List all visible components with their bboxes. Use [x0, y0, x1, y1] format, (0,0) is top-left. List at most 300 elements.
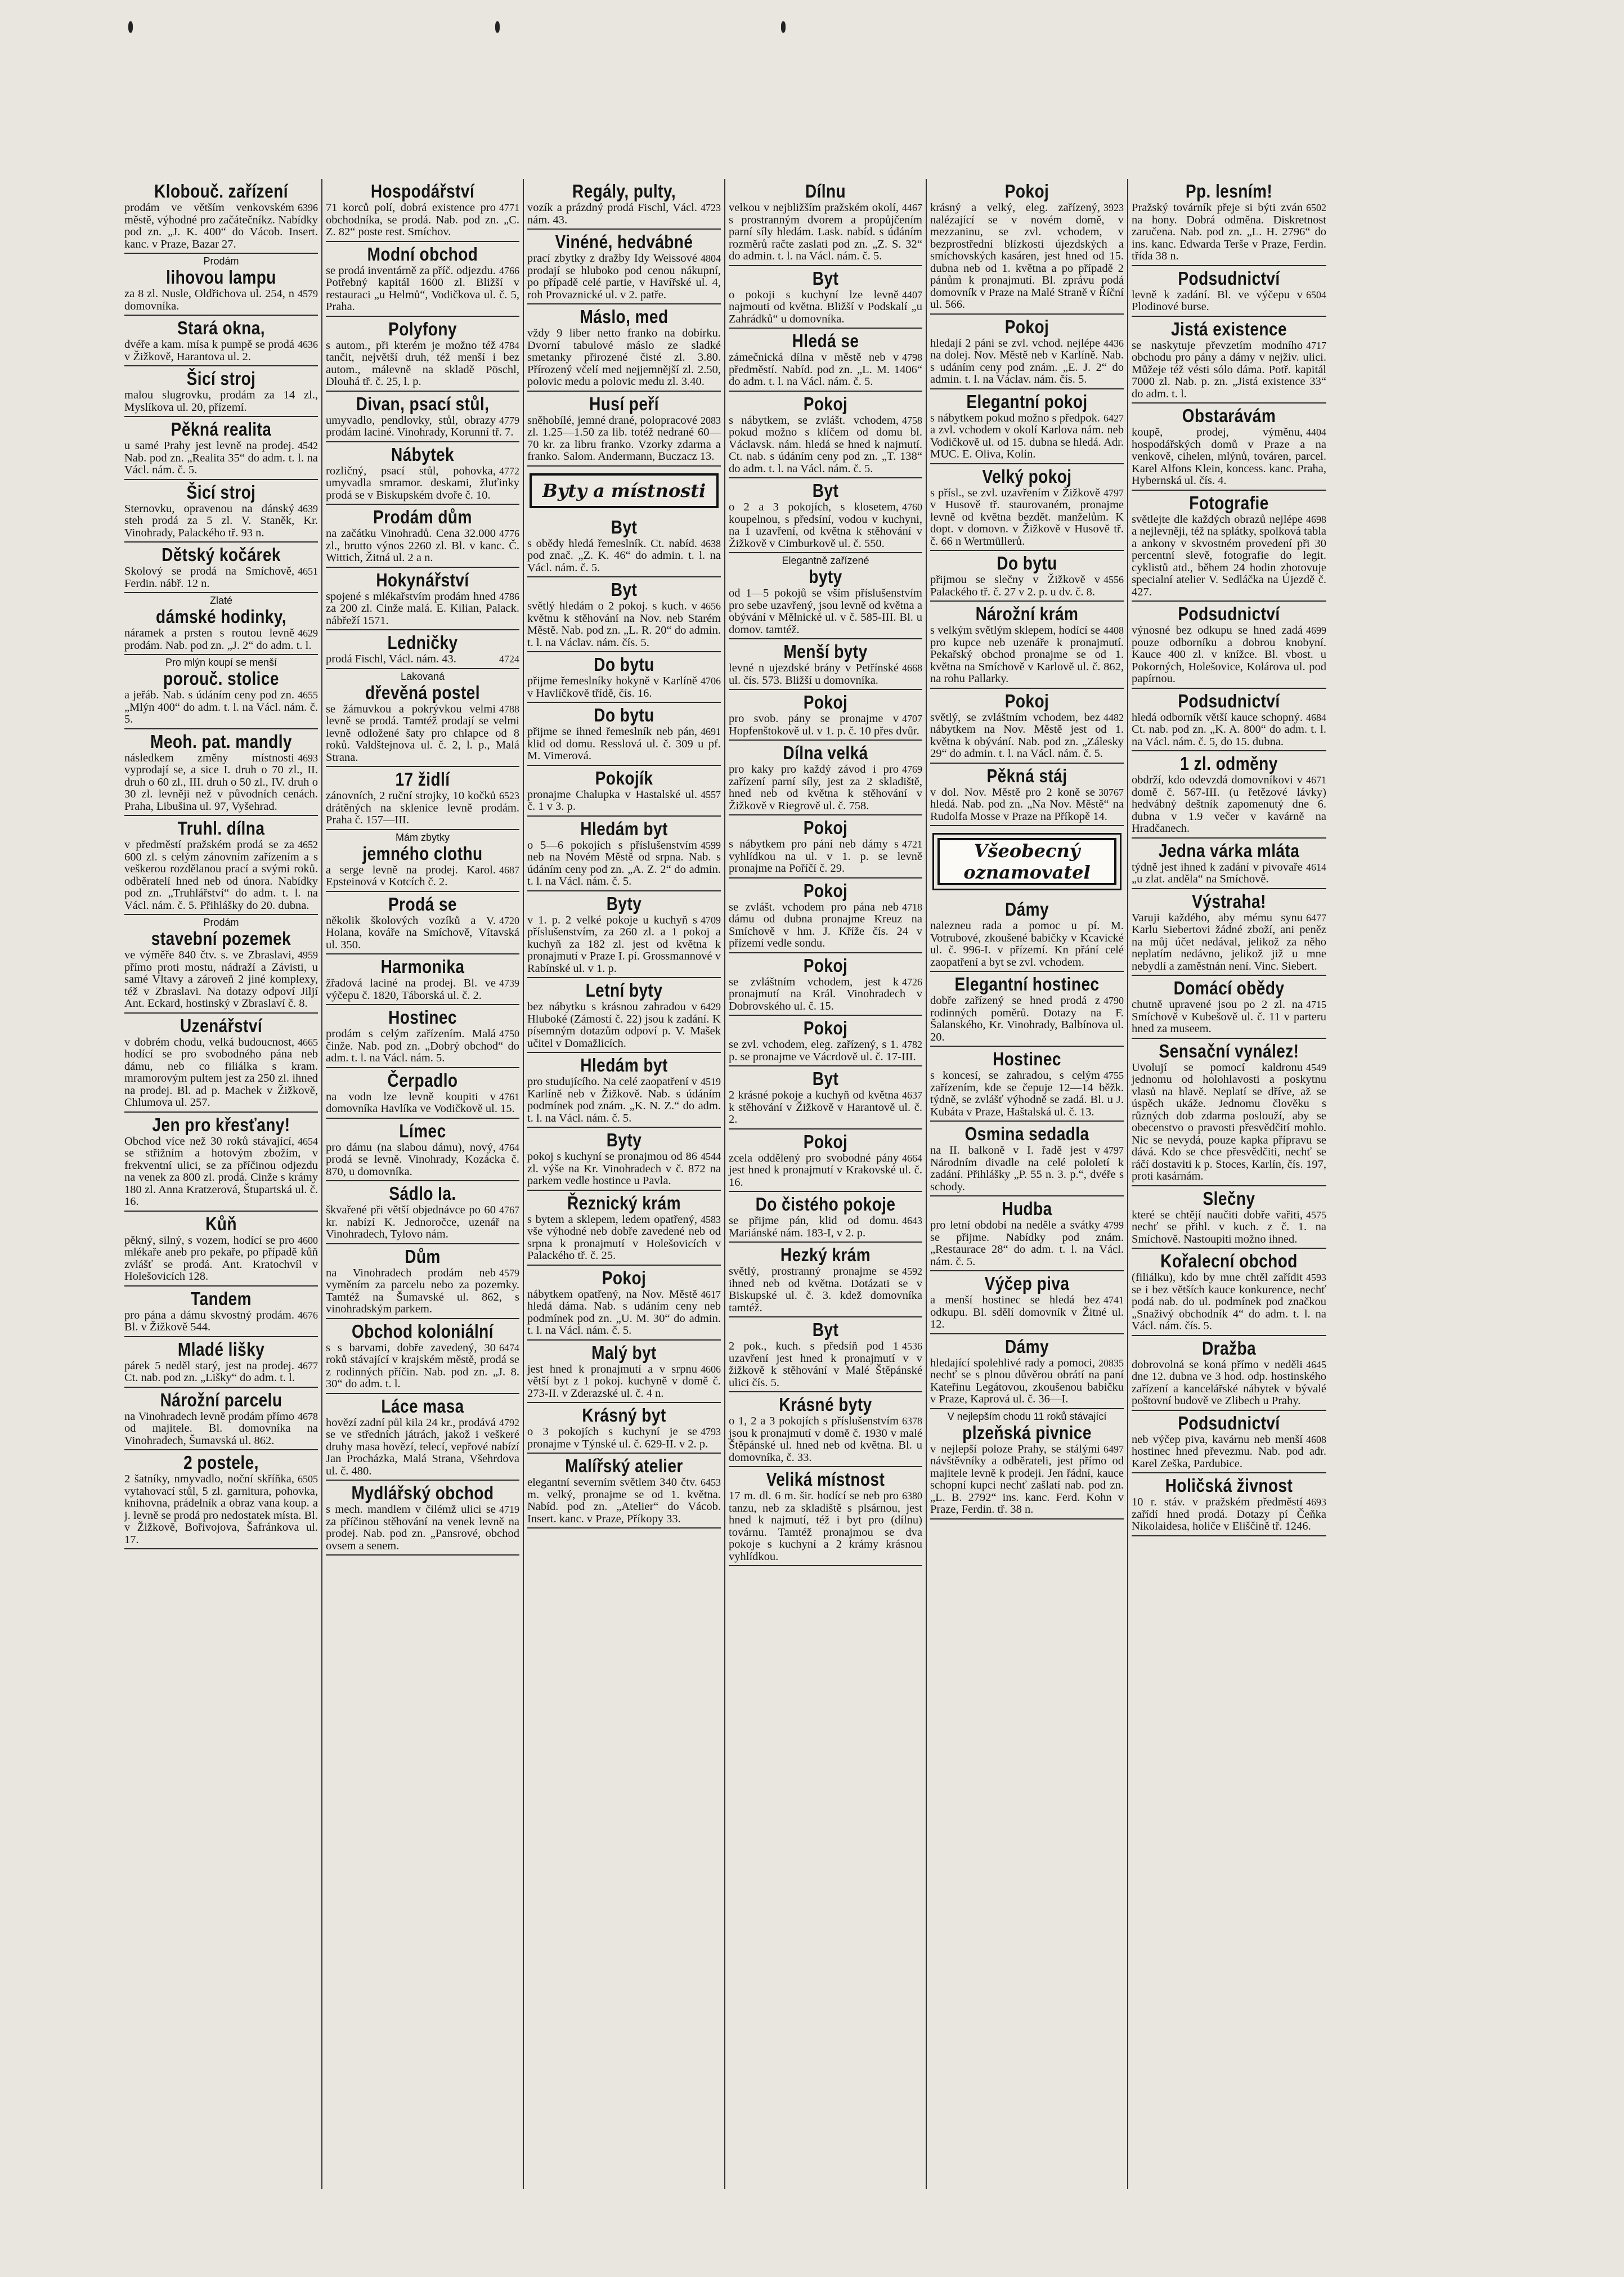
- classified-ad: [124, 254, 318, 316]
- classified-ad: [326, 1394, 519, 1481]
- ad-headline: Obstarávám: [1182, 405, 1276, 426]
- ad-body: [527, 538, 721, 575]
- classified-ad: [326, 1119, 519, 1182]
- ad-headline: Dílna velká: [783, 742, 868, 763]
- classified-ad: [1132, 1249, 1326, 1336]
- section-heading-box: Byty a místnosti: [530, 473, 719, 508]
- ad-body: [124, 1310, 318, 1334]
- ad-body: [1132, 862, 1326, 886]
- ad-body: [729, 588, 922, 636]
- ad-body: [930, 574, 1124, 598]
- ad-body: [1132, 712, 1326, 748]
- classified-ad: [527, 1191, 721, 1266]
- ad-body: [1132, 427, 1326, 487]
- ad-text: přijme se ihned řemeslník neb pán, klid od domu. Resslová ul. č. 309 u pf. M. Vimerová.: [527, 725, 721, 762]
- ad-body: [1132, 1359, 1326, 1408]
- classified-ad: [527, 766, 721, 817]
- classified-ad: [326, 568, 519, 631]
- ad-text: se zvl. vchodem, eleg. zařízený, s 1. p. se pronajme ve Vácrdově ul. č. 17-III.: [729, 1038, 916, 1063]
- ad-headline: 1 zl. odměny: [1180, 753, 1278, 774]
- ad-text: hledají 2 páni se zvl. vchod. nejlépe na dolej. Nov. Městě neb v Karlíně. Nab. s udáním ceny pod znám. „E. J. 2“ do admin. t. l. na Václav. nám. čís. 5.: [930, 337, 1124, 386]
- ad-body: [729, 1266, 922, 1314]
- ad-headline: Pokoj: [803, 393, 848, 414]
- ad-headline: Kůň: [205, 1213, 237, 1234]
- ad-headline: Prodá se: [388, 893, 457, 915]
- ad-kicker: Prodám: [203, 256, 239, 267]
- ad-headline: Sádlo Ia.: [389, 1183, 456, 1204]
- ad-body: [326, 653, 519, 666]
- ad-code: 6429: [701, 1001, 721, 1012]
- ad-headline: Klobouč. zařízení: [154, 181, 288, 201]
- ad-code: 4655: [298, 689, 318, 701]
- ad-code: 4579: [298, 288, 318, 299]
- ad-text: bez nábytku s krásnou zahradou v Hluboké (Zámostí č. 22) jsou k zadání. K písemným dotazům odpoví p. V. Mašek učitel v Domažlicích.: [527, 1001, 721, 1050]
- ad-headline: Řeznický krám: [567, 1192, 681, 1213]
- ad-headline: Uzenářství: [180, 1015, 263, 1036]
- ad-text: přijme řemeslníky hokyně v Karlíně v Havlíčkově třídě, čís. 16.: [527, 675, 697, 700]
- ad-text: světlejte dle každých obrazů nejlépe a nejlevněji, též na splátky, spolková tabla a ankony v skvostném provedení při 30 percentní slevě, fotografie do legit. cyklistů atd., během 24 hodin zhotovuje specialní atelier V. Sedláčka na Újezdě č. 427.: [1132, 513, 1326, 598]
- ad-body: [124, 503, 318, 540]
- ad-code: 4715: [1306, 999, 1326, 1010]
- ad-code: 4706: [701, 675, 721, 687]
- ad-headline: Malířský atelier: [565, 1455, 683, 1476]
- ad-text: o pokoji s kuchyní lze levně najmouti od května. Bližší v Podskalí „u Zahrádků“ u domovníka.: [729, 288, 922, 325]
- ad-code: 6504: [1306, 289, 1326, 301]
- ad-body: [326, 1091, 519, 1115]
- classified-ad: [124, 179, 318, 254]
- ad-headline: Dámy: [1004, 899, 1049, 920]
- ad-code: 6427: [1103, 412, 1124, 424]
- ad-headline: Krásný byt: [582, 1405, 666, 1426]
- ad-text: zámečnická dílna v městě neb v předměstí. Nabíd. pod zn. „L. M. 1406“ do adm. t. l. na Václ. nám. č. 5.: [729, 351, 922, 388]
- classified-ad: [326, 392, 519, 442]
- ad-code: 4676: [298, 1309, 318, 1321]
- ad-headline: Letní byty: [585, 980, 663, 1001]
- ad-body: [930, 1357, 1124, 1406]
- ad-headline: Osmina sedadla: [964, 1123, 1089, 1144]
- ad-kicker: Lakovaná: [400, 670, 445, 682]
- ad-body: [124, 1360, 318, 1384]
- ad-text: pronajme Chalupka v Hastalské ul. č. 1 v 3. p.: [527, 788, 697, 813]
- ad-headline: Fotografie: [1189, 492, 1269, 513]
- ad-text: v dol. Nov. Městě pro 2 koně se hledá. Nab. pod zn. „Na Nov. Městě“ na Rudolfa Mosse v Praze na Příkopě 14.: [930, 786, 1124, 823]
- classified-ad: [326, 1481, 519, 1556]
- classified-ad: [1132, 976, 1326, 1039]
- ad-headline: Podsudnictví: [1178, 1412, 1280, 1433]
- ad-headline: Byt: [611, 579, 638, 600]
- ad-headline: Podsudnictví: [1178, 267, 1280, 289]
- ad-body: [124, 1037, 318, 1109]
- ad-body: [527, 1214, 721, 1262]
- classified-ad: [1132, 1473, 1326, 1536]
- classified-ad: [527, 304, 721, 392]
- ad-text: s velkým světlým sklepem, hodící se pro kupce neb uzenáře k pronajmutí. Pekařský obchod pronajme se od 1. května na Smíchově v Karlově ul. č. 862, na rohu Pallarky.: [930, 624, 1124, 685]
- ad-code: 4678: [298, 1410, 318, 1422]
- ad-code: 4407: [902, 289, 922, 301]
- classified-ad: [326, 442, 519, 505]
- ad-body: [930, 202, 1124, 311]
- ad-body: [930, 413, 1124, 461]
- ad-headline: Truhl. dílna: [177, 818, 265, 839]
- ad-headline: Čerpadlo: [387, 1069, 458, 1091]
- ad-kicker: Pro mlýn koupí se menší: [165, 657, 277, 668]
- ad-body: [527, 915, 721, 975]
- ad-column: [322, 179, 524, 2189]
- ad-code: 4717: [1306, 339, 1326, 351]
- ad-headline: Nárožní parcelu: [160, 1389, 282, 1410]
- ad-code: 4645: [1306, 1359, 1326, 1370]
- ad-text: s přísl., se zvl. uzavřením v Žižkově v Husově tř. staurovaném, pronajme levně od května bezdět. manželům. K dopt. v domovn. v Žižkově v Husově tř. č. 66 n Wertmüllerů.: [930, 486, 1124, 548]
- ad-body: [527, 1477, 721, 1525]
- classified-ad: [326, 179, 519, 242]
- ad-text: Obchod více než 30 roků stávající, se střižním a hotovým zbožím, v frekventní ulici, se za příčinou odjezdu na venek za 800 zl. prodá. Cinže s krámy 180 zl. Anna Kratzerová, Štupartská ul. č. 16.: [124, 1135, 318, 1208]
- classified-ad: [930, 1409, 1124, 1520]
- ad-body: [527, 726, 721, 763]
- ad-code: 4556: [1103, 574, 1124, 585]
- ad-headline: Pokoj: [803, 880, 848, 901]
- ad-body: [527, 600, 721, 649]
- ad-body: [124, 288, 318, 312]
- ad-code: 4617: [701, 1288, 721, 1300]
- ad-code: 6477: [1306, 912, 1326, 924]
- ad-headline: Máslo, med: [580, 306, 669, 327]
- ad-body: [326, 591, 519, 627]
- classified-ad: [124, 1388, 318, 1451]
- ad-text: obdrží, kdo odevzdá domovníkovi v domě č. 567-III. (u řetězové lávky) hedvábný deštník zapomenutý dne 6. dubna v 1.9 večer v kavárně na Hradčanech.: [1132, 774, 1326, 835]
- ad-body: [1132, 1209, 1326, 1246]
- classified-ad: [729, 1317, 922, 1392]
- ad-text: na začátku Vinohradů. Cena 32.000 zl., brutto výnos 2260 zl. Bl. v kanc. Č. Wittich, Žitná ul. 2 a n.: [326, 527, 519, 564]
- ad-code: 4536: [902, 1341, 922, 1352]
- ad-headline: Prodám dům: [373, 507, 472, 527]
- ad-body: [527, 1076, 721, 1124]
- ad-text: světlý hledám o 2 pokoj. s kuch. v květnu k stěhování na Nov. neb Starém Městě. Nab. pod zn. „L. R. 20“ do admin. t. l. na Václav. nám. čís. 5.: [527, 600, 721, 649]
- ad-code: 4790: [1103, 995, 1124, 1006]
- ad-code: 4651: [298, 566, 318, 577]
- ad-code: 6505: [298, 1473, 318, 1485]
- ad-code: 4721: [902, 839, 922, 850]
- classified-ad: [930, 1271, 1124, 1334]
- ad-code: 4786: [499, 590, 519, 602]
- ad-headline: Hudba: [1002, 1198, 1052, 1219]
- ad-body: [1132, 289, 1326, 313]
- ad-column: [524, 179, 725, 2189]
- ad-code: 4467: [902, 202, 922, 213]
- ad-headline: Pokoj: [803, 817, 848, 838]
- ad-headline: Pěkná stáj: [986, 765, 1067, 786]
- ad-code: 4792: [499, 1417, 519, 1428]
- ad-code: 4779: [499, 414, 519, 426]
- ad-headline: Límec: [399, 1120, 446, 1141]
- ad-body: [326, 864, 519, 889]
- ad-text: pro pána a dámu skvostný prodám. Bl. v Žižkově 544.: [124, 1308, 294, 1333]
- ad-text: párek 5 neděl starý, jest na prodej. Ct. nab. pod zn. „Lišky“ do adm. t. l.: [124, 1359, 295, 1384]
- ad-headline: Byt: [812, 1068, 839, 1089]
- ad-code: 4600: [298, 1234, 318, 1246]
- ad-body: [1132, 999, 1326, 1036]
- ad-body: [326, 1267, 519, 1316]
- ad-text: v předměstí pražském prodá se za 600 zl. s celým zánovním zařízením a s veškerou rozdělanou prací a svými roků. odběratelí hned neb od února. Nabídky pod zn. „Truhlářství“ do adm. t. l. na Václ. nám. č. 5. Přihlášky do 20. dubna.: [124, 839, 318, 912]
- ad-text: ve výměře 840 čtv. s. ve Zbraslavi, přímo proti mostu, nádraží a Závisti, u samé Vltavy a zároveň 2 jiné komplexy, též v Zbraslavi. Na dotazy odpoví Jiljí Ant. Eckard, hostinský v Zbraslaví č. 8.: [124, 949, 318, 1010]
- classified-ad: [124, 316, 318, 366]
- ad-body: [527, 415, 721, 463]
- classified-ad: [729, 1467, 922, 1566]
- ad-text: následkem změny místnosti vyprodají se, a sice I. druh o 70 zl., II. druh o 60 zl., III. druh o 50 zl., IV. druh o 30 zl. levněji než v původních cenách. Praha, Libušina ul. 97, Vyšehrad.: [124, 751, 318, 813]
- ad-headline: Slečny: [1203, 1187, 1255, 1209]
- ad-headline: Elegantní hostinec: [954, 974, 1100, 994]
- ad-code: 4709: [701, 914, 721, 926]
- classified-ad: [527, 1341, 721, 1404]
- ad-code: 4698: [1306, 513, 1326, 525]
- ad-body: [124, 1235, 318, 1283]
- ad-headline: dřevěná postel: [365, 682, 480, 703]
- ad-text: o 3 pokojích s kuchyní je se pronajme v Týnské ul. č. 629-II. v 2. p.: [527, 1426, 708, 1450]
- classified-ad: [930, 1047, 1124, 1122]
- ad-headline: Ledničky: [387, 632, 458, 653]
- classified-ad: [930, 1196, 1124, 1271]
- ad-headline: Stará okna,: [177, 317, 265, 338]
- ad-body: [1132, 774, 1326, 835]
- ad-body: [326, 415, 519, 439]
- ad-body: [729, 976, 922, 1013]
- ad-body: [124, 1136, 318, 1208]
- classified-ad: [124, 1337, 318, 1388]
- ad-headline: Byt: [611, 516, 638, 537]
- ad-code: 4788: [499, 703, 519, 715]
- ad-headline: Velký pokoj: [982, 465, 1072, 487]
- ad-headline: plzeňská pivnice: [962, 1422, 1092, 1443]
- classified-ad: [527, 230, 721, 304]
- ad-code: 4693: [298, 752, 318, 764]
- ad-code: 4638: [701, 537, 721, 549]
- classified-ad: [930, 764, 1124, 827]
- ad-text: světlý, prostranný pronajme se ihned neb od května. Dotázati se v Biskupské ul. č. 3. kdež domovníka tamtéž.: [729, 1265, 922, 1314]
- ad-text: světlý, se zvláštním vchodem, bez nábytkem na Nov. Městě jest od 1. května k obývání. Nab. pod zn. „Zálesky 29“ do admin. t. l. na Václ. nám. č. 5.: [930, 711, 1124, 760]
- ad-headline: Hostinec: [388, 1007, 457, 1028]
- classified-ad: [124, 729, 318, 817]
- ad-text: Varuji každého, aby mému synu Karlu Siebertovi žádné zboží, ani peněz na můj účet nedával, jelikož za něho neplatím nedávno, jelikož již u mne nebydlí a zaměstnán není. Vinc. Siebert.: [1132, 911, 1326, 972]
- ad-headline: Obchod koloniální: [352, 1320, 494, 1342]
- ad-body: [527, 1364, 721, 1400]
- ad-text: s nábytkem pokud možno s předpok. a zvl. vchodem v okolí Karlova nám. neb Vodičkově ul. od 15. dubna se hledá. Adr. MUC. E. Oliva, Kolín.: [930, 411, 1124, 460]
- ad-text: 2 pok., kuch. s předsíň pod 1 uzavření jest hned k pronajmutí v v žižkově k stěhování v Malé Štěpánské ulici čís. 5.: [729, 1340, 922, 1389]
- ad-code: 4519: [701, 1076, 721, 1087]
- ad-body: [729, 1341, 922, 1389]
- ad-code: 4772: [499, 465, 519, 477]
- ad-code: 4766: [499, 265, 519, 276]
- ad-code: 4599: [701, 839, 721, 851]
- ad-headline: lihovou lampu: [166, 267, 276, 288]
- ad-text: výnosné bez odkupu se hned zadá pouze odborníku a dobrou knobyní. Kauce 400 zl. v knížce. Bl. vbost. u Pokorných, Holešovice, Kolárova ul. pod papírnou.: [1132, 624, 1326, 685]
- ad-text: rozličný, psací stůl, pohovka, umyvadla smramor. deskami, žluťinky prodá se v Biskupském dvoře č. 10.: [326, 464, 519, 501]
- ad-code: 4436: [1103, 337, 1124, 349]
- ad-code: 4724: [499, 653, 519, 665]
- ad-headline: 17 židlí: [395, 769, 450, 790]
- classified-ad: [527, 1403, 721, 1454]
- ad-text: nalezneu rada a pomoc u pí. M. Votrubové, zkoušené babičky v Kcavické ul. č. 996-I. v přízemí. Kn přání celé zaopatření a byt se zvl. vchodem.: [930, 920, 1124, 969]
- ad-body: [930, 787, 1124, 823]
- ad-text: pro studujícího. Na celé zaopatření v Karlíně neb v Žižkově. Nab. s údáním podmínek pod znám. „K. N. Z.“ do adm. t. l. na Václ. nám. č. 5.: [527, 1075, 721, 1124]
- ad-code: 4593: [1306, 1272, 1326, 1283]
- ad-headline: Polyfony: [388, 318, 457, 339]
- ad-code: 20835: [1098, 1357, 1124, 1369]
- classified-ad: [1132, 1336, 1326, 1411]
- ad-headline: Hostinec: [993, 1048, 1061, 1069]
- ad-text: dvéře a kam. mísa k pumpě se prodá v Žižkově, Harantova ul. 2.: [124, 338, 294, 363]
- ad-headline: Kořalecní obchod: [1160, 1250, 1298, 1271]
- ad-body: [124, 440, 318, 477]
- ad-headline: Do bytu: [594, 654, 654, 675]
- classified-ad: [326, 1005, 519, 1068]
- ad-text: prodám s celým zařízením. Malá činže. Nab. pod zn. „Dobrý obchod“ do adm. t. l. na Václ. nám. 5.: [326, 1028, 519, 1064]
- ad-text: v dobrém chodu, velká budoucnost, hodící se pro svobodného pána neb dámu, neb co filiálka s kram. mramorovým pultem jest za 250 zl. ihned na prodej. Bl. ad p. Machek v Žižkově, Chlumova ul. 257.: [124, 1036, 318, 1109]
- ad-body: [326, 1028, 519, 1065]
- ad-body: [729, 415, 922, 476]
- ad-text: levně k zadání. Bl. ve výčepu v Plodinové burse.: [1132, 288, 1303, 313]
- ad-body: [527, 1289, 721, 1337]
- classified-ad: [124, 915, 318, 1014]
- ad-code: 4592: [902, 1266, 922, 1277]
- ad-body: [729, 839, 922, 875]
- ad-text: dobrovolná se koná přímo v neděli dne 12. dubna ve 3 hod. odp. hostinského zařízení a kancelářské nábytek v bývalé poštovní budově ve Zlibech u Prahy.: [1132, 1358, 1326, 1407]
- classified-ad: [326, 505, 519, 568]
- ad-code: 4760: [902, 501, 922, 513]
- ad-text: týdně jest ihned k zadání v pivovaře „u zlat. anděla“ na Smíchově.: [1132, 860, 1303, 885]
- ad-body: [326, 465, 519, 502]
- classified-ad: [527, 978, 721, 1053]
- ad-body: [326, 1342, 519, 1391]
- ad-text: hledá odborník větší kauce schopný. Ct. nab. pod zn. „K. A. 800“ do adm. t. l. na Václ. nám. č. 5, do 15. dubna.: [1132, 711, 1326, 748]
- ad-headline: Hospodářství: [370, 181, 475, 201]
- ad-text: Sternovku, opravenou na dánský steh prodá za 5 zl. V. Staněk, Kr. Vinohrady, Palackého tř. 93 n.: [124, 502, 318, 539]
- ad-body: [124, 339, 318, 363]
- ad-body: [326, 265, 519, 313]
- ad-text: vozík a prázdný prodá Fischl, Václ. nám. 43.: [527, 201, 697, 226]
- ad-code: 6474: [499, 1342, 519, 1353]
- ad-text: o 2 a 3 pokojích, s klosetem, koupelnou, s předsíní, vodou v kuchyni, na 1 uzavření, od května k stěhování v Žižkově v Cimburkově ul. č. 550.: [729, 501, 922, 550]
- ad-text: za 8 zl. Nusle, Oldřichova ul. 254, n domovníka.: [124, 288, 294, 312]
- ad-headline: Regály, pulty,: [572, 181, 676, 201]
- ad-code: 4639: [298, 503, 318, 514]
- ad-body: [326, 915, 519, 952]
- ad-headline: Nábytek: [391, 443, 455, 465]
- ad-code: 6380: [902, 1490, 922, 1501]
- ad-text: pokoj s kuchyní se pronajmou od 86 zl. výše na Kr. Vinohradech v č. 872 na parkem vedle hostince u Pavla.: [527, 1150, 721, 1187]
- ad-headline: Krásné byty: [779, 1394, 872, 1415]
- ad-text: se zvlášt. vchodem pro pána neb dámu od dubna pronajme Kreuz na Smíchově v hm. J. Kříže čís. 24 v přízemí vedle sondu.: [729, 900, 922, 949]
- ad-text: s nábytkem pro pání neb dámy s vyhlídkou na ul. v 1. p. se levně pronajme na Poříčí č. 29.: [729, 838, 922, 875]
- classified-columns: [121, 179, 1547, 2189]
- classified-ad: [527, 1128, 721, 1191]
- classified-ad: [729, 1192, 922, 1243]
- ad-code: 4404: [1306, 427, 1326, 438]
- ad-body: [527, 1151, 721, 1187]
- ad-headline: Divan, psací stůl,: [356, 393, 490, 414]
- ad-headline: Jedna várka mláta: [1158, 840, 1300, 861]
- ad-text: na II. balkoně v I. řadě jest v Národním divadle na celé pololetí k zadání. Přihlášky „P. 55 n. 3. p.“, dvéře s schody.: [930, 1144, 1124, 1193]
- ad-text: na vodn lze levně koupiti v domovníka Havlíka ve Vodičkově ul. 15.: [326, 1090, 515, 1115]
- ad-headline: Výstraha!: [1192, 890, 1266, 912]
- ad-headline: Pp. lesním!: [1185, 181, 1273, 201]
- ad-text: elegantní severním světlem 340 čtv. m. velký, pronajme se od 1. května. Nabíd. pod zn. „Atelier“ do Vácob. Insert. kanc. v Praze, Příkopy 33.: [527, 1476, 721, 1525]
- ad-body: [527, 253, 721, 301]
- ad-body: [326, 1204, 519, 1241]
- ad-text: škvařené při větší objednávce po 60 kr. nabízí K. Jednoročce, uzenář na Vinohradech, Tylovo nám.: [326, 1204, 519, 1240]
- ad-body: [930, 712, 1124, 760]
- ad-text: pěkný, silný, s vozem, hodící se pro mlékaře aneb pro pekaře, po případě kůň zvlášť se prodá. Ant. Kratochvíl v Holešovicích 128.: [124, 1234, 318, 1283]
- ad-headline: Byt: [812, 480, 839, 501]
- classified-ad: [1132, 266, 1326, 317]
- ad-code: 4665: [298, 1036, 318, 1048]
- ad-text: pro letní období na neděle a svátky se přijme. Nabídky pod znám. „Restaurace 28“ do adm. t. l. na Václ. nám. č. 5.: [930, 1219, 1124, 1268]
- classified-ad: [930, 1334, 1124, 1409]
- ad-code: 6502: [1306, 202, 1326, 213]
- classified-ad: [326, 242, 519, 317]
- ad-text: velkou v nejbližším pražském okolí, s prostranným dvorem a propůjčením parní síly hledám. Lask. nabíd. s údáním rozměrů račte zaslati pod zn. „Z. S. 32“ do admin. t. l. na Václ. nám. č. 5.: [729, 201, 922, 262]
- classified-ad: [326, 767, 519, 830]
- ad-text: 2 krásné pokoje a kuchyň od května k stěhování v Žižkově v Harantově ul. č. 2.: [729, 1089, 922, 1126]
- ad-text: od 1—5 pokojů se vším příslušenstvím pro sebe uzavřený, jsou levně od května a obývání v Mělnické ul. v č. 585-III. Bl. u domov. tamtéž.: [729, 587, 922, 636]
- ad-body: [930, 1220, 1124, 1268]
- ad-body: [527, 1426, 721, 1450]
- ad-headline: Domácí obědy: [1173, 978, 1285, 998]
- ad-text: (filiálku), kdo by mne chtěl zařídit se i bez větších kauce konkurence, nechť podá nab. do ul. podmínek pod značkou „Snaživý obchodník 4“ do adm. t. l. na Václ. nám. čís. 5.: [1132, 1271, 1326, 1332]
- classified-ad: [326, 1068, 519, 1119]
- ad-text: s koncesí, se zahradou, s celým zařízením, kde se čepuje 12—14 běžk. týdně, se zvlášť výhodně se zadá. Bl. u J. Kubáta v Praze, Haštalská ul. č. 13.: [930, 1069, 1124, 1118]
- ad-text: s s barvami, dobře zavedený, 30 roků stávající v krajském městě, prodá se z rodinných příčin. Nab. pod zn. „J. 8. 30“ do adm. t. l.: [326, 1341, 519, 1390]
- ad-headline: Veliká místnost: [766, 1469, 885, 1490]
- ad-body: [729, 662, 922, 687]
- ad-body: [1132, 1496, 1326, 1533]
- ad-code: 4750: [499, 1028, 519, 1039]
- ad-headline: Pokojík: [595, 767, 653, 788]
- ad-body: [729, 902, 922, 950]
- ad-body: [729, 764, 922, 812]
- ad-text: na Vinohradech levně prodám přímo od majitele. Bl. domovníka na Vinohradech, Šumavská ul. 862.: [124, 1410, 318, 1447]
- ad-headline: Pokoj: [803, 1018, 848, 1038]
- classified-ad: [326, 1319, 519, 1394]
- ad-body: [527, 789, 721, 813]
- ad-code: 4959: [298, 949, 318, 961]
- ad-body: [1132, 912, 1326, 973]
- ad-headline: Tandem: [190, 1288, 252, 1309]
- ad-text: a menší hostinec se hledá bez odkupu. Bl. sdělí domovník v Žitné ul. 12.: [930, 1294, 1124, 1330]
- ad-code: 4579: [499, 1267, 519, 1279]
- ad-body: [729, 1415, 922, 1464]
- ad-code: 6453: [701, 1477, 721, 1488]
- ad-kicker: Prodám: [203, 917, 239, 928]
- classified-ad: [1132, 689, 1326, 752]
- ad-text: nábytkem opatřený, na Nov. Městě hledá dáma. Nab. s udáním ceny neb podmínek pod zn. „U. M. 30“ do admin. t. l. na Václ. nám. č. 5.: [527, 1288, 721, 1337]
- ad-code: 4804: [701, 253, 721, 264]
- classified-ad: [1132, 1186, 1326, 1249]
- ad-code: 4671: [1306, 774, 1326, 786]
- classified-ad: [124, 417, 318, 480]
- classified-ad: [930, 1122, 1124, 1196]
- ad-text: a serge levně na prodej. Karol. Epsteinová v Kotcích č. 2.: [326, 863, 496, 888]
- ad-text: o 5—6 pokojích s příslušenstvím neb na Novém Městě od srpna. Nab. s údáním ceny pod zn. „A. Z. 2“ do admin. t. l. na Václ. nám. č. 5.: [527, 839, 721, 888]
- classified-ad: [527, 179, 721, 230]
- ad-headline: Hokynářství: [376, 569, 469, 590]
- ad-code: 4544: [701, 1151, 721, 1162]
- ad-headline: Pokoj: [803, 954, 848, 976]
- classified-ad: [930, 179, 1124, 315]
- ad-text: prodá Fischl, Václ. nám. 43.: [326, 653, 456, 665]
- ad-text: které se chtějí naučiti dobře vařiti, nechť se přihl. v kuch. z č. 1. na Smíchově. Nastoupiti možno ihned.: [1132, 1208, 1326, 1245]
- ad-headline: Vinéné, hedvábné: [555, 231, 693, 252]
- ad-headline: Pokoj: [803, 692, 848, 712]
- ad-code: 4776: [499, 528, 519, 539]
